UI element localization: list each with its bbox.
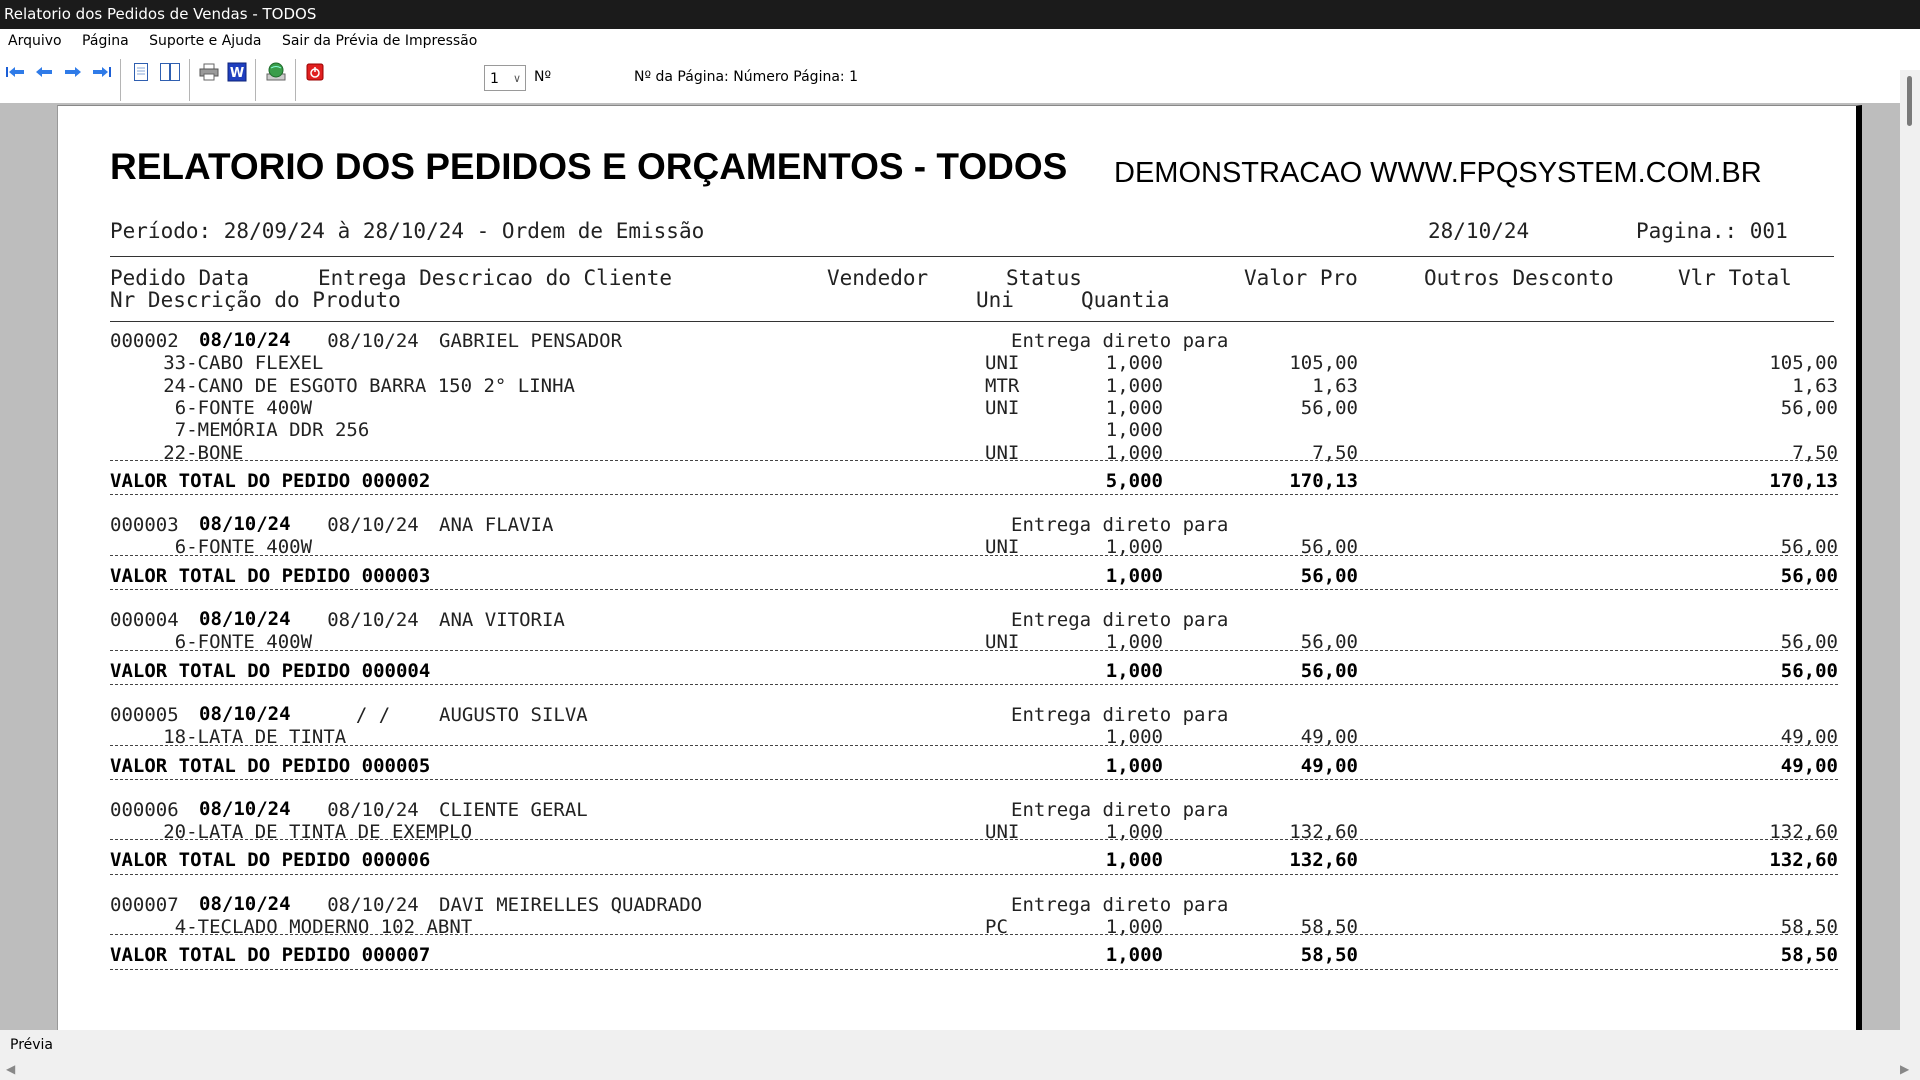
item-description: 20-LATA DE TINTA DE EXEMPLO bbox=[163, 821, 473, 844]
toolbar-separator bbox=[255, 59, 256, 101]
col-vlr-total: Vlr Total bbox=[1678, 266, 1792, 290]
order-date: 08/10/24 bbox=[199, 702, 291, 725]
item-price: 56,00 bbox=[1300, 396, 1358, 419]
item-total: 56,00 bbox=[1780, 536, 1838, 559]
web-export-icon[interactable] bbox=[265, 61, 287, 83]
toolbar-separator bbox=[295, 59, 296, 101]
order-total-quantity: 1,000 bbox=[1105, 944, 1163, 967]
dashed-rule bbox=[110, 779, 1838, 780]
preview-viewport[interactable] bbox=[0, 103, 1900, 1030]
order-delivery: 08/10/24 bbox=[327, 798, 419, 821]
order-status: Entrega direto para bbox=[1011, 609, 1229, 631]
item-quantity: 1,000 bbox=[1105, 536, 1163, 559]
item-total: 58,50 bbox=[1780, 916, 1838, 938]
order-client: CLIENTE GERAL bbox=[439, 798, 588, 821]
vertical-scrollbar[interactable] bbox=[1900, 70, 1920, 1030]
item-price: 56,00 bbox=[1300, 536, 1358, 559]
order-number: 000005 bbox=[110, 703, 179, 726]
order-date: 08/10/24 bbox=[199, 608, 291, 630]
item-price: 7,50 bbox=[1312, 441, 1358, 464]
item-quantity: 1,000 bbox=[1105, 374, 1163, 397]
item-price: 58,50 bbox=[1300, 916, 1358, 938]
col-outros-desconto: Outros Desconto bbox=[1424, 266, 1614, 290]
order-date: 08/10/24 bbox=[199, 329, 291, 351]
item-quantity: 1,000 bbox=[1105, 821, 1163, 844]
order-total-quantity: 1,000 bbox=[1105, 754, 1163, 777]
item-description: 6-FONTE 400W bbox=[174, 631, 313, 654]
item-unit: UNI bbox=[985, 821, 1020, 844]
item-description: 4-TECLADO MODERNO 102 ABNT bbox=[174, 916, 473, 938]
toolbar-separator bbox=[189, 59, 190, 101]
page-number-select[interactable] bbox=[484, 65, 526, 91]
dashed-rule bbox=[110, 684, 1838, 685]
report-title: RELATORIO DOS PEDIDOS E ORÇAMENTOS - TODOS bbox=[110, 146, 1068, 187]
header-rule bbox=[110, 321, 1834, 322]
header-rule bbox=[110, 256, 1834, 257]
report-page-number: Pagina.: 001 bbox=[1636, 219, 1788, 243]
dashed-rule bbox=[110, 494, 1838, 495]
menu-bar bbox=[0, 29, 1920, 53]
order-total-label: VALOR TOTAL DO PEDIDO 000004 bbox=[110, 659, 431, 682]
order-number: 000006 bbox=[110, 798, 179, 821]
order-total-value: 56,00 bbox=[1780, 564, 1838, 587]
report-subtitle: DEMONSTRACAO WWW.FPQSYSTEM.COM.BR bbox=[1114, 157, 1762, 189]
chevron-down-icon: ∨ bbox=[512, 72, 521, 85]
report-page bbox=[57, 105, 1862, 1030]
item-unit: MTR bbox=[985, 374, 1020, 397]
order-total-price: 132,60 bbox=[1289, 849, 1358, 872]
order-number: 000003 bbox=[110, 514, 179, 537]
col-status: Status bbox=[1006, 266, 1082, 290]
item-price: 49,00 bbox=[1300, 726, 1358, 749]
order-client: ANA FLAVIA bbox=[439, 514, 554, 537]
col-pedido-data: Pedido Data bbox=[110, 266, 250, 290]
order-delivery: / / bbox=[355, 703, 391, 726]
order-number: 000007 bbox=[110, 893, 179, 916]
order-total-quantity: 5,000 bbox=[1105, 469, 1163, 492]
item-unit: UNI bbox=[985, 441, 1020, 464]
order-date: 08/10/24 bbox=[199, 797, 291, 820]
page-number-value: 1 bbox=[490, 71, 499, 87]
dashed-rule bbox=[110, 589, 1838, 590]
menu-sair-previa[interactable]: Sair da Prévia de Impressão bbox=[281, 33, 478, 49]
dashed-rule bbox=[110, 745, 1838, 746]
dashed-rule bbox=[110, 460, 1838, 461]
item-total: 105,00 bbox=[1769, 352, 1838, 375]
item-price: 56,00 bbox=[1300, 631, 1358, 654]
order-total-label: VALOR TOTAL DO PEDIDO 000007 bbox=[110, 944, 431, 967]
order-total-price: 56,00 bbox=[1300, 659, 1358, 682]
item-total: 1,63 bbox=[1792, 374, 1838, 397]
order-client: AUGUSTO SILVA bbox=[439, 703, 588, 726]
order-client: ANA VITORIA bbox=[439, 609, 565, 631]
order-status: Entrega direto para bbox=[1011, 703, 1229, 726]
order-number: 000002 bbox=[110, 330, 179, 352]
dashed-rule bbox=[110, 555, 1838, 556]
order-date: 08/10/24 bbox=[199, 892, 291, 915]
scroll-left-icon[interactable]: ◀ bbox=[6, 1062, 16, 1076]
status-text: Prévia bbox=[10, 1037, 54, 1053]
item-quantity: 1,000 bbox=[1105, 419, 1163, 442]
order-total-label: VALOR TOTAL DO PEDIDO 000006 bbox=[110, 849, 431, 872]
order-total-value: 132,60 bbox=[1769, 849, 1838, 872]
svg-text:W: W bbox=[229, 66, 245, 81]
order-total-label: VALOR TOTAL DO PEDIDO 000003 bbox=[110, 564, 431, 587]
toolbar-separator bbox=[120, 59, 121, 101]
item-price: 132,60 bbox=[1289, 821, 1358, 844]
item-description: 7-MEMÓRIA DDR 256 bbox=[174, 419, 370, 442]
report-period: Período: 28/09/24 à 28/10/24 - Ordem de Emissão bbox=[110, 219, 705, 243]
item-total: 56,00 bbox=[1780, 631, 1838, 654]
item-unit: UNI bbox=[985, 536, 1020, 559]
order-total-price: 56,00 bbox=[1300, 564, 1358, 587]
item-quantity: 1,000 bbox=[1105, 916, 1163, 938]
report-date: 28/10/24 bbox=[1428, 219, 1530, 243]
order-client: GABRIEL PENSADOR bbox=[439, 330, 623, 352]
item-price: 1,63 bbox=[1312, 374, 1358, 397]
item-unit: UNI bbox=[985, 631, 1020, 654]
scroll-right-icon[interactable]: ▶ bbox=[1900, 1062, 1910, 1076]
item-quantity: 1,000 bbox=[1105, 631, 1163, 654]
order-total-quantity: 1,000 bbox=[1105, 564, 1163, 587]
menu-pagina[interactable]: Página bbox=[82, 33, 129, 49]
item-total: 7,50 bbox=[1792, 441, 1838, 464]
item-description: 6-FONTE 400W bbox=[174, 396, 313, 419]
item-quantity: 1,000 bbox=[1105, 726, 1163, 749]
menu-arquivo[interactable]: Arquivo bbox=[8, 33, 62, 49]
order-number: 000004 bbox=[110, 609, 179, 631]
window-title: Relatorio dos Pedidos de Vendas - TODOS bbox=[4, 5, 317, 23]
close-preview-icon[interactable] bbox=[304, 61, 326, 83]
horizontal-scrollbar[interactable] bbox=[0, 1060, 1920, 1080]
menu-suporte-ajuda[interactable]: Suporte e Ajuda bbox=[149, 33, 262, 49]
title-bar bbox=[0, 0, 1920, 29]
item-description: 24-CANO DE ESGOTO BARRA 150 2° LINHA bbox=[163, 374, 575, 397]
item-unit: UNI bbox=[985, 396, 1020, 419]
next-page-icon[interactable] bbox=[62, 61, 84, 83]
dashed-rule bbox=[110, 650, 1838, 651]
prev-page-icon[interactable] bbox=[33, 61, 55, 83]
order-total-label: VALOR TOTAL DO PEDIDO 000002 bbox=[110, 469, 431, 492]
dashed-rule bbox=[110, 874, 1838, 875]
item-total: 49,00 bbox=[1780, 726, 1838, 749]
col-valor-pro: Valor Pro bbox=[1244, 266, 1358, 290]
order-delivery: 08/10/24 bbox=[327, 609, 419, 631]
item-total: 132,60 bbox=[1769, 821, 1838, 844]
order-total-price: 58,50 bbox=[1300, 944, 1358, 967]
word-export-icon[interactable] bbox=[226, 61, 248, 83]
order-delivery: 08/10/24 bbox=[327, 330, 419, 352]
two-pages-icon[interactable] bbox=[159, 61, 181, 83]
single-page-icon[interactable] bbox=[130, 61, 152, 83]
order-total-price: 49,00 bbox=[1300, 754, 1358, 777]
col-uni: Uni bbox=[976, 288, 1014, 312]
order-total-quantity: 1,000 bbox=[1105, 659, 1163, 682]
item-description: 18-LATA DE TINTA bbox=[163, 726, 347, 749]
print-icon[interactable] bbox=[198, 61, 220, 83]
order-delivery: 08/10/24 bbox=[327, 893, 419, 916]
order-status: Entrega direto para bbox=[1011, 798, 1229, 821]
order-status: Entrega direto para bbox=[1011, 330, 1229, 352]
scrollbar-thumb[interactable] bbox=[1907, 76, 1912, 126]
col-nr-produto: Nr Descrição do Produto bbox=[110, 288, 401, 312]
order-client: DAVI MEIRELLES QUADRADO bbox=[439, 893, 703, 916]
page-number-label: Nº bbox=[534, 69, 552, 85]
col-entrega-cliente: Entrega Descricao do Cliente bbox=[318, 266, 673, 290]
dashed-rule bbox=[110, 839, 1838, 840]
order-total-value: 56,00 bbox=[1780, 659, 1838, 682]
item-unit: UNI bbox=[985, 352, 1020, 375]
item-quantity: 1,000 bbox=[1105, 352, 1163, 375]
order-status: Entrega direto para bbox=[1011, 514, 1229, 537]
toolbar bbox=[0, 53, 1920, 104]
order-delivery: 08/10/24 bbox=[327, 514, 419, 537]
col-vendedor: Vendedor bbox=[827, 266, 929, 290]
item-total: 56,00 bbox=[1780, 396, 1838, 419]
item-description: 6-FONTE 400W bbox=[174, 536, 313, 559]
status-bar bbox=[0, 1030, 1920, 1060]
order-status: Entrega direto para bbox=[1011, 893, 1229, 916]
order-total-value: 49,00 bbox=[1780, 754, 1838, 777]
item-quantity: 1,000 bbox=[1105, 441, 1163, 464]
item-quantity: 1,000 bbox=[1105, 396, 1163, 419]
item-unit: PC bbox=[985, 916, 1008, 938]
item-price: 105,00 bbox=[1289, 352, 1358, 375]
col-quantia: Quantia bbox=[1081, 288, 1170, 312]
last-page-icon[interactable] bbox=[91, 61, 113, 83]
dashed-rule bbox=[110, 934, 1838, 935]
order-total-value: 58,50 bbox=[1780, 944, 1838, 967]
item-description: 22-BONE bbox=[163, 441, 244, 464]
dashed-rule bbox=[110, 969, 1838, 970]
order-total-label: VALOR TOTAL DO PEDIDO 000005 bbox=[110, 754, 431, 777]
item-description: 33-CABO FLEXEL bbox=[163, 352, 324, 375]
page-info: Nº da Página: Número Página: 1 bbox=[634, 69, 858, 85]
order-total-quantity: 1,000 bbox=[1105, 849, 1163, 872]
order-total-price: 170,13 bbox=[1289, 469, 1358, 492]
order-total-value: 170,13 bbox=[1769, 469, 1838, 492]
first-page-icon[interactable] bbox=[4, 61, 26, 83]
order-date: 08/10/24 bbox=[199, 513, 291, 536]
